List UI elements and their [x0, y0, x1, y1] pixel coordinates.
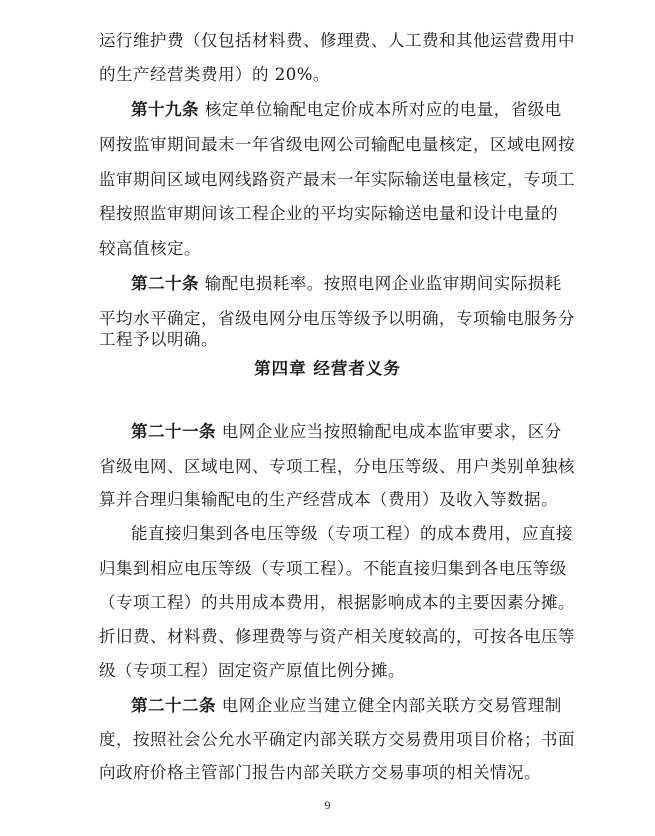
line-text: 监审期间区域电网线路资产最末一年实际输送电量核定，专项工 [99, 170, 575, 189]
line-text: 平均水平确定，省级电网分电压等级予以明确，专项输电服务分 [99, 309, 575, 328]
line-text: 输配电损耗率。按照电网企业监审期间实际损耗 [199, 274, 562, 293]
article-21-first-line [131, 415, 591, 449]
line-text: 程按照监审期间该工程企业的平均实际输送电量和设计电量的 [99, 204, 558, 223]
chapter-title: 第四章 经营者义务 [254, 359, 401, 378]
line-text: 省级电网、区域电网、专项工程，分电压等级、用户类别单独核 [99, 457, 575, 476]
line-text: 电网企业应当按照输配电成本监审要求，区分 [216, 422, 562, 441]
text-line [99, 128, 575, 162]
text-line [99, 58, 559, 92]
text-line [99, 197, 559, 231]
line-text: 向政府价格主管部门报告内部关联方交易事项的相关情况。 [99, 763, 541, 782]
line-text: 工程予以明确。 [99, 330, 218, 349]
line-text: 运行维护费（仅包括材料费、修理费、人工费和其他运营费用中 [99, 31, 575, 50]
article-22-first-line [131, 689, 591, 723]
line-text: 度，按照社会公允水平确定内部关联方交易费用项目价格；书面 [99, 730, 575, 749]
line-text: 能直接归集到各电压等级（专项工程）的成本费用，应直接 [131, 524, 573, 543]
text-line [99, 163, 575, 197]
text-line [99, 552, 567, 586]
text-line [99, 620, 575, 654]
line-text: 归集到相应电压等级（专项工程）。不能直接归集到各电压等级 [99, 559, 567, 578]
text-line [99, 450, 575, 484]
line-text: 较高值核定。 [99, 239, 201, 258]
line-text: 算并合理归集输配电的生产经营成本（费用）及收入等数据。 [99, 490, 558, 509]
article-19-first-line [131, 93, 591, 127]
line-text: 核定单位输配电定价成本所对应的电量，省级电 [199, 100, 562, 119]
article-heading: 第二十一条 [131, 422, 216, 441]
text-line [99, 586, 575, 620]
text-line [99, 232, 559, 266]
text-line [99, 24, 575, 58]
line-text: 级（专项工程）固定资产原值比例分摊。 [99, 661, 405, 680]
paragraph-first-line [131, 517, 591, 551]
page-number: 9 [324, 798, 331, 812]
line-text: 折旧费、材料费、修理费等与资产相关度较高的，可按各电压等 [99, 627, 575, 646]
text-line [99, 723, 575, 757]
line-text: （专项工程）的共用成本费用，根据影响成本的主要因素分摊。 [99, 593, 575, 612]
article-20-first-line [131, 267, 591, 301]
text-line [99, 483, 559, 517]
text-line [99, 756, 559, 790]
article-heading: 第十九条 [131, 100, 199, 119]
line-text: 电网企业应当建立健全内部关联方交易管理制 [216, 696, 562, 715]
article-heading: 第二十二条 [131, 696, 216, 715]
line-text: 的生产经营类费用）的 20%。 [99, 65, 330, 84]
line-text: 网按监审期间最末一年省级电网公司输配电量核定，区域电网按 [99, 135, 575, 154]
text-line [99, 654, 559, 688]
article-heading: 第二十条 [131, 274, 199, 293]
